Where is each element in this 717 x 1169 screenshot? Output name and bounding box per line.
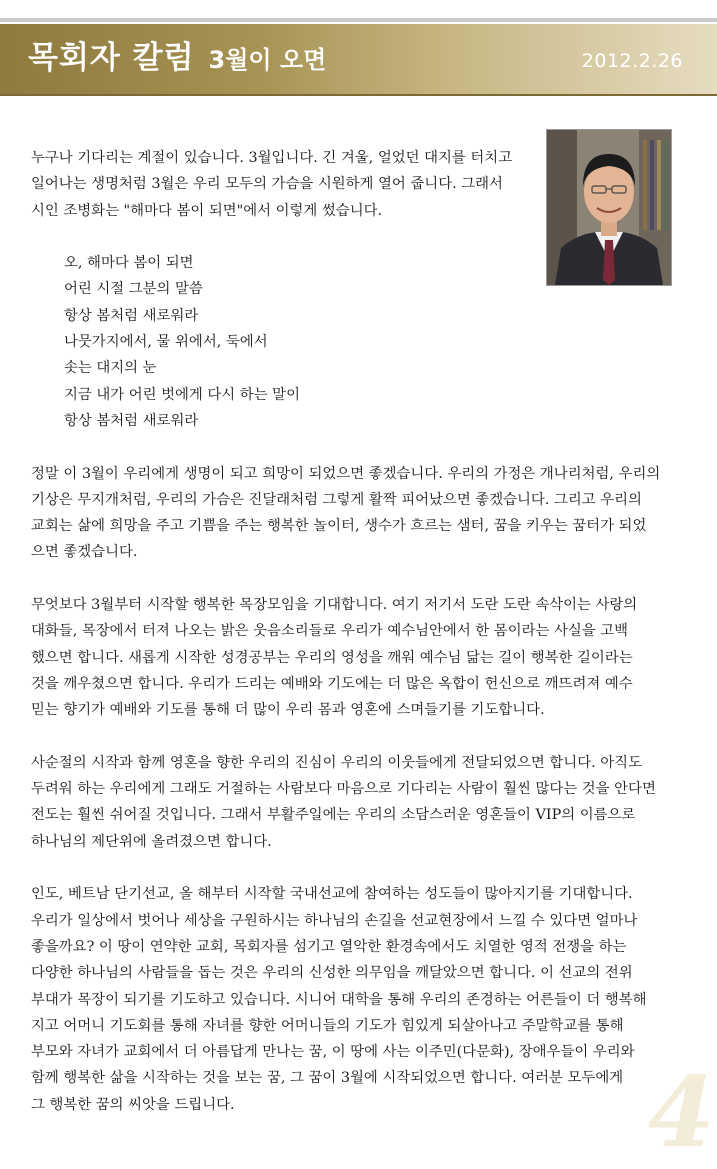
text-line: 지고 어머니 기도회를 통해 자녀를 향한 어머니들의 기도가 힘있게 되살아나고 주말학교를 통해 (31, 1017, 624, 1034)
text-line: 인도, 베트남 단기선교, 올 해부터 시작할 국내선교에 참여하는 성도들이 많아지기를 기대합니다. (31, 886, 633, 903)
paragraph-mission (31, 881, 683, 1118)
poem-line: 솟는 대지의 눈 (64, 360, 157, 377)
text-line: 대화들, 목장에서 터져 나오는 밝은 웃음소리들로 우리가 예수님안에서 한 몸이라는 사실을 고백 (31, 623, 629, 640)
text-line: 다양한 하나님의 사람들을 돕는 것은 우리의 신성한 의무임을 깨달았으면 합니다. 이 선교의 전위 (31, 965, 633, 982)
text-line: 믿는 향기가 예배와 기도를 통해 더 많이 우리 몸과 영혼에 스며들기를 기도합니다. (31, 702, 545, 719)
page-number: 4 (648, 1056, 715, 1169)
text-line: 으면 좋겠습니다. (31, 544, 138, 561)
column-header (0, 24, 717, 96)
paragraph-hope (31, 461, 683, 566)
poem-line: 나뭇가지에서, 물 위에서, 둑에서 (64, 334, 268, 351)
text-line: 함께 행복한 삶을 시작하는 것을 보는 꿈, 그 꿈이 3월에 시작되었으면 합니다. 여러분 모두에게 (31, 1070, 624, 1087)
column-body (31, 145, 683, 1144)
column-subtitle: 3월이 오면 (208, 46, 327, 74)
poem-line: 항상 봄처럼 새로워라 (64, 412, 199, 429)
column-date: 2012.2.26 (581, 50, 683, 72)
text-line: 일어나는 생명처럼 3월은 우리 모두의 가슴을 시원하게 열어 줍니다. 그래서 (31, 176, 503, 193)
poem-line: 지금 내가 어린 벗에게 다시 하는 말이 (64, 386, 300, 403)
text-line: 부모와 자녀가 교회에서 더 아름답게 만나는 꿈, 이 땅에 사는 이주민(다문화), 장애우들이 우리와 (31, 1044, 635, 1061)
paragraph-small-groups (31, 592, 683, 723)
text-line: 했으면 합니다. 새롭게 시작한 성경공부는 우리의 영성을 깨워 예수님 닮는 길이 행복한 길이라는 (31, 649, 633, 666)
text-line: 누구나 기다리는 계절이 있습니다. 3월입니다. 긴 겨울, 얼었던 대지를 터치고 (31, 150, 513, 166)
text-line: 좋을까요? 이 땅이 연약한 교회, 목회자를 섬기고 열악한 환경속에서도 치열한 영적 전쟁을 하는 (31, 938, 627, 955)
intro-paragraph (31, 145, 683, 224)
text-line: 우리가 일상에서 벗어나 세상을 구원하시는 하나님의 손길을 선교현장에서 느낄 수 있다면 얼마나 (31, 912, 638, 929)
column-title: 목회자 칼럼 (28, 40, 195, 76)
text-line: 정말 이 3월이 우리에게 생명이 되고 희망이 되었으면 좋겠습니다. 우리의 가정은 개나리처럼, 우리의 (31, 465, 661, 482)
text-line: 무엇보다 3월부터 시작할 행복한 목장모임을 기대합니다. 여기 저기서 도란 도란 속삭이는 사랑의 (31, 597, 638, 614)
text-line: 기상은 무지개처럼, 우리의 가슴은 진달래처럼 그렇게 활짝 피어났으면 좋겠습니다. 그리고 우리의 (31, 491, 642, 508)
text-line: 시인 조병화는 "해마다 봄이 되면"에서 이렇게 썼습니다. (31, 202, 383, 219)
top-rule (0, 18, 717, 22)
text-line: 교회는 삶에 희망을 주고 기쁨을 주는 행복한 놀이터, 생수가 흐르는 샘터, 꿈을 키우는 꿈터가 되었 (31, 518, 647, 535)
paragraph-lent (31, 750, 683, 855)
poem-line: 항상 봄처럼 새로워라 (64, 307, 199, 324)
text-line: 것을 깨우쳤으면 합니다. 우리가 드리는 예배와 기도에는 더 많은 옥합이 헌신으로 깨뜨려져 예수 (31, 675, 633, 692)
header-title (28, 38, 326, 78)
text-line: 사순절의 시작과 함께 영혼을 향한 우리의 진심이 우리의 이웃들에게 전달되었으면 합니다. 아직도 (31, 754, 642, 771)
text-line: 그 행복한 꿈의 씨앗을 드립니다. (31, 1096, 235, 1113)
text-line: 전도는 훨씬 쉬어질 것입니다. 그래서 부활주일에는 우리의 소담스러운 영혼들이 VIP의 이름으로 (31, 807, 636, 824)
poem-quote (31, 250, 683, 434)
poem-line: 오, 해마다 봄이 되면 (64, 255, 194, 272)
text-line: 두려워 하는 우리에게 그래도 거절하는 사람보다 마음으로 기다리는 사람이 훨씬 많다는 것을 안다면 (31, 781, 656, 798)
poem-line: 어린 시절 그분의 말씀 (64, 281, 203, 298)
text-line: 부대가 목장이 되기를 기도하고 있습니다. 시니어 대학을 통해 우리의 존경하는 어른들이 더 행복해 (31, 991, 647, 1008)
text-line: 하나님의 제단위에 올려졌으면 합니다. (31, 833, 272, 850)
